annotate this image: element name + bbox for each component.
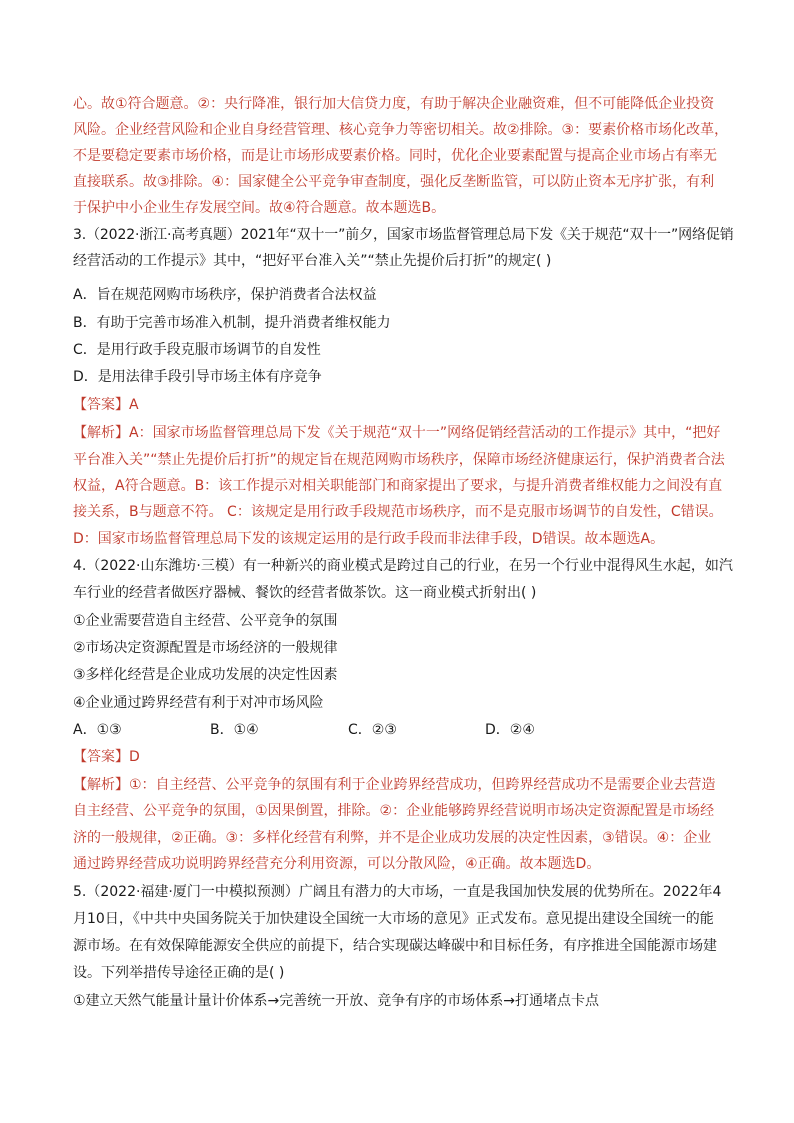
- q3-analysis-line: D：国家市场监督管理总局下发的该规定运用的是行政手段而非法律手段，D错误。故本题选A。: [73, 531, 665, 547]
- q4-choice-c: C．②③: [348, 722, 397, 738]
- q4-choice-b: B．①④: [210, 722, 259, 738]
- q4-choice-a: A．①③: [73, 722, 122, 738]
- q5-statement: ①建立天然气能量计量计价体系→完善统一开放、竞争有序的市场体系→打通堵点卡点: [73, 993, 600, 1009]
- q4-choice-d: D．②④: [485, 722, 535, 738]
- q3-option-a: A．旨在规范网购市场秩序，保护消费者合法权益: [73, 287, 377, 303]
- q4-statement: ②市场决定资源配置是市场经济的一般规律: [73, 640, 338, 656]
- q2-analysis-line: 直接联系。故③排除。④：国家健全公平竞争审查制度，强化反垄断监管，可以防止资本无序扩张，有利: [73, 174, 715, 190]
- q4-statement: ①企业需要营造自主经营、公平竞争的氛围: [73, 613, 338, 629]
- q4-statement: ③多样化经营是企业成功发展的决定性因素: [73, 667, 338, 683]
- q3-analysis-line: 接关系，B与题意不符。 C：该规定是用行政手段规范市场秩序，而不是克服市场调节的自发性，C错误。: [73, 504, 723, 520]
- q4-stem-line: 4.（2022·山东潍坊·三模）有一种新兴的商业模式是跨过自己的行业，在另一个行业中混得风生水起，如汽: [73, 558, 733, 574]
- q3-stem-line: 3.（2022·浙江·高考真题）2021年“双十一”前夕，国家市场监督管理总局下发《关于规范“双十一”网络促销: [73, 227, 734, 243]
- q2-analysis-line: 不是要稳定要素市场价格，而是让市场形成要素价格。同时，优化企业要素配置与提高企业市场占有率无: [73, 148, 717, 164]
- q3-analysis-line: 权益，A符合题意。B：该工作提示对相关职能部门和商家提出了要求，与提升消费者维权能力之间没有直: [73, 478, 723, 494]
- q4-analysis-line: 自主经营、公平竞争的氛围，①因果倒置，排除。②：企业能够跨界经营说明市场决定资源配置是市场经: [73, 803, 715, 819]
- q2-analysis-line: 于保护中小企业生存发展空间。故④符合题意。故本题选B。: [73, 200, 446, 216]
- q5-stem-line: 5.（2022·福建·厦门一中模拟预测）广阔且有潜力的大市场，一直是我国加快发展的优势所在。2022年4: [73, 884, 722, 900]
- q3-analysis-line: 【解析】A：国家市场监督管理总局下发《关于规范“双十一”网络促销经营活动的工作提示》其中，“把好: [73, 425, 721, 441]
- q4-analysis-line: 通过跨界经营成功说明跨界经营充分利用资源，可以分散风险，④正确。故本题选D。: [73, 856, 601, 872]
- q4-stem-line: 车行业的经营者做医疗器械、餐饮的经营者做茶饮。这一商业模式折射出( ): [73, 585, 537, 601]
- q3-answer: 【答案】A: [73, 397, 139, 413]
- q3-option-d: D．是用法律手段引导市场主体有序竞争: [73, 369, 322, 385]
- q5-stem-line: 月10日，《中共中央国务院关于加快建设全国统一大市场的意见》正式发布。意见提出建设全国统一的能: [73, 911, 714, 927]
- q5-stem-line: 设。下列举措传导途径正确的是( ): [73, 965, 285, 981]
- q2-analysis-line: 心。故①符合题意。②：央行降准，银行加大信贷力度，有助于解决企业融资难，但不可能降低企业投资: [73, 96, 715, 112]
- q3-option-c: C．是用行政手段克服市场调节的自发性: [73, 342, 321, 358]
- q3-analysis-line: 平台准入关”“禁止先提价后打折”的规定旨在规范网购市场秩序，保障市场经济健康运行，保护消费者合法: [73, 452, 725, 468]
- q5-stem-line: 源市场。在有效保障能源安全供应的前提下，结合实现碳达峰碳中和目标任务，有序推进全国能源市场建: [73, 938, 717, 954]
- q4-answer: 【答案】D: [73, 749, 140, 765]
- q4-analysis-line: 【解析】①：自主经营、公平竞争的氛围有利于企业跨界经营成功，但跨界经营成功不是需要企业去营造: [73, 777, 716, 793]
- q3-option-b: B．有助于完善市场准入机制，提升消费者维权能力: [73, 315, 391, 331]
- q4-statement: ④企业通过跨界经营有利于对冲市场风险: [73, 695, 324, 711]
- q2-analysis-line: 风险。企业经营风险和企业自身经营管理、核心竞争力等密切相关。故②排除。③：要素价格市场化改革，: [73, 122, 729, 138]
- q4-analysis-line: 济的一般规律，②正确。③：多样化经营有利弊，并不是企业成功发展的决定性因素，③错误。④：企业: [73, 830, 712, 846]
- q3-stem-line: 经营活动的工作提示》其中，“把好平台准入关”“禁止先提价后打折”的规定( ): [73, 253, 552, 269]
